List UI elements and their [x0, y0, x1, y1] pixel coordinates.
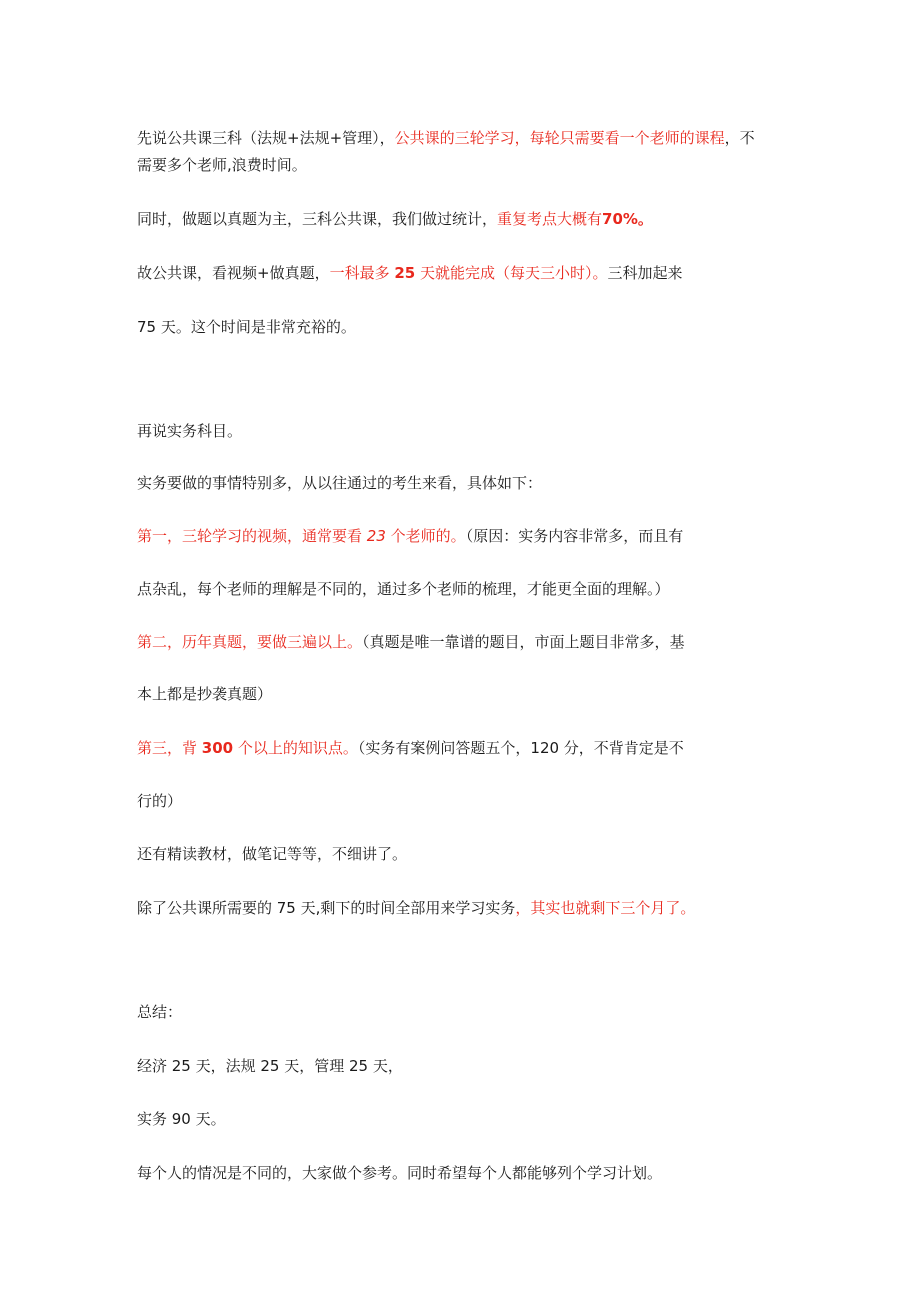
- list-item-third-line1: [137, 735, 787, 761]
- text: 需要多个老师,浪费时间。: [137, 156, 307, 174]
- paragraph-remaining-time: [137, 895, 787, 921]
- text: （原因：实务内容非常多，而且有: [465, 527, 684, 545]
- text: 本上都是抄袭真题）: [137, 685, 273, 703]
- list-item-second-line1: [137, 629, 787, 655]
- section-heading-summary: [137, 999, 787, 1025]
- highlight-italic-number: 23: [366, 527, 386, 545]
- paragraph-practice-lead: [137, 470, 787, 496]
- text: 每个人的情况是不同的，大家做个参考。同时希望每个人都能够列个学习计划。: [137, 1164, 663, 1182]
- summary-line-practice: [137, 1106, 787, 1132]
- paragraph-extra: [137, 841, 787, 867]
- paragraph-study-plan-line2: [137, 314, 787, 340]
- highlight-text: 第一，三轮学习的视频，通常要看: [137, 527, 363, 545]
- highlight-bold-number: 25: [394, 264, 416, 282]
- text: 还有精读教材，做笔记等等，不细讲了。: [137, 845, 408, 863]
- text: （真题是唯一靠谱的题目，市面上题目非常多，基: [362, 633, 685, 651]
- text: 75 天。这个时间是非常充裕的。: [137, 318, 356, 336]
- highlight-text: 第二，历年真题，要做三遍以上。: [137, 633, 363, 651]
- text: 再说实务科目。: [137, 422, 243, 440]
- list-item-first-line1: [137, 523, 787, 549]
- paragraph-exam-questions: [137, 206, 787, 232]
- summary-line-public: [137, 1053, 787, 1079]
- highlight-text: 重复考点大概有: [497, 210, 603, 228]
- highlight-text: ，其实也就剩下三个月了。: [515, 899, 696, 917]
- paragraph-public-courses-line2: [137, 152, 787, 178]
- text: 行的）: [137, 792, 183, 810]
- paragraph-study-plan-line1: [137, 260, 787, 286]
- text: 同时，做题以真题为主，三科公共课，我们做过统计，: [137, 210, 498, 228]
- text: 故公共课，看视频+做真题，: [137, 264, 330, 282]
- text: （实务有案例问答题五个，120 分，不背肯定是不: [357, 739, 684, 757]
- text: 总结：: [137, 1003, 183, 1021]
- highlight-text: 个老师的。: [390, 527, 466, 545]
- highlight-text: 个以上的知识点。: [237, 739, 358, 757]
- highlight-bold-number: 300: [201, 739, 234, 757]
- highlight-bold-text: 70%。: [602, 210, 653, 228]
- highlight-text: 公共课的三轮学习，每轮只需要看一个老师的课程: [394, 129, 725, 147]
- text: 除了公共课所需要的 75 天,剩下的时间全部用来学习实务: [137, 899, 516, 917]
- highlight-text: 一科最多: [329, 264, 390, 282]
- list-item-second-line2: [137, 681, 787, 707]
- paragraph-public-courses-line1: [137, 125, 787, 151]
- text: 实务要做的事情特别多，从以往通过的考生来看，具体如下：: [137, 474, 543, 492]
- summary-line-closing: [137, 1160, 787, 1186]
- highlight-text: 天就能完成（每天三小时）。: [420, 264, 608, 282]
- text: 实务 90 天。: [137, 1110, 226, 1128]
- text: 先说公共课三科（法规+法规+管理），: [137, 129, 395, 147]
- text: 三科加起来: [607, 264, 683, 282]
- section-heading-practice: [137, 418, 787, 444]
- highlight-text: 第三，背: [137, 739, 198, 757]
- text: 点杂乱，每个老师的理解是不同的，通过多个老师的梳理，才能更全面的理解。）: [137, 580, 670, 598]
- text: 经济 25 天，法规 25 天，管理 25 天，: [137, 1057, 403, 1075]
- list-item-third-line2: [137, 788, 787, 814]
- text: ，不: [724, 129, 755, 147]
- list-item-first-line2: [137, 576, 787, 602]
